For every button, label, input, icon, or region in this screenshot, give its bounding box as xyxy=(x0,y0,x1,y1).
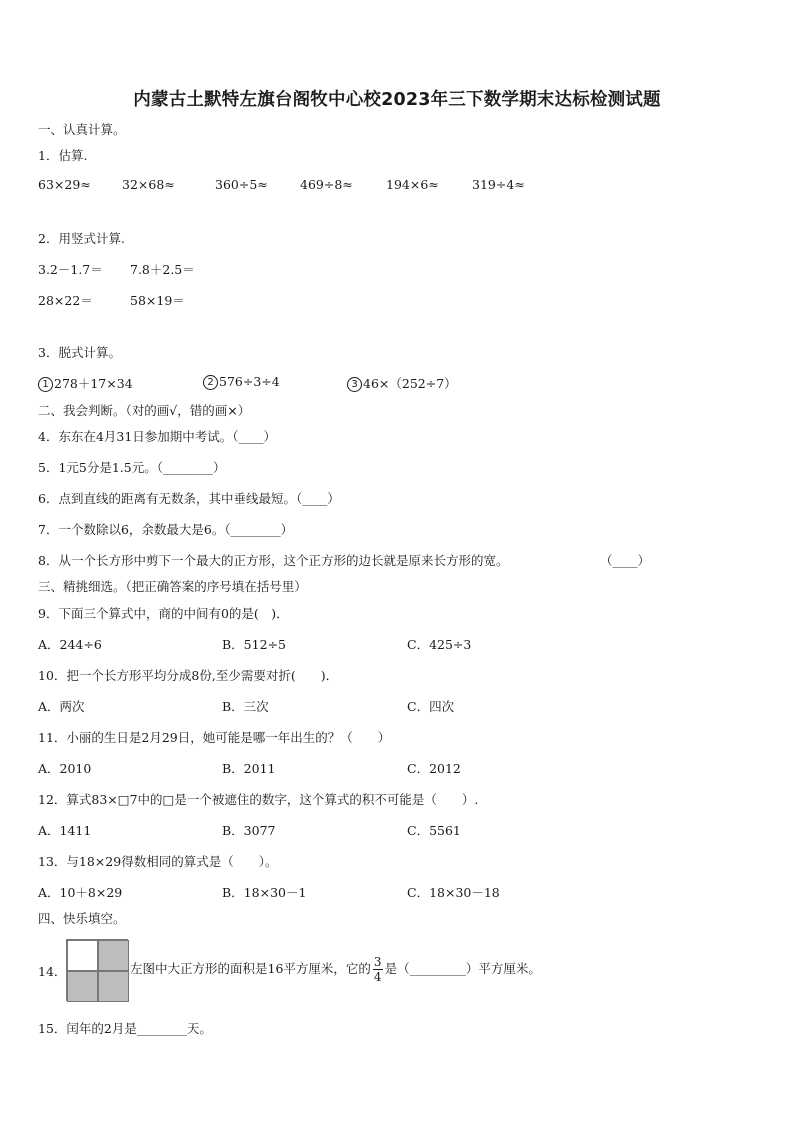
circled-number-3: 3 xyxy=(347,377,362,392)
question-14-text xyxy=(130,955,541,984)
question-2-label: 2．用竖式计算. xyxy=(38,231,125,246)
step-calc-item xyxy=(347,374,457,392)
question-14-label: 14． xyxy=(38,964,67,979)
option-a: A．2010 xyxy=(38,761,92,776)
estimate-item: 469÷8≈ xyxy=(300,177,353,192)
grid-cell-shaded xyxy=(98,971,129,1002)
step-calc-expression: 278＋17×34 xyxy=(54,376,133,391)
grid-cell-shaded xyxy=(98,940,129,971)
square-grid-figure xyxy=(66,939,128,1001)
question-3-label: 3．脱式计算。 xyxy=(38,345,121,360)
option-c: C．18×30－18 xyxy=(407,885,500,900)
vertical-calc-item: 28×22＝ xyxy=(38,293,93,308)
option-c: C．425÷3 xyxy=(407,637,472,652)
step-calc-item xyxy=(38,374,133,392)
option-a: A．10＋8×29 xyxy=(38,885,123,900)
section-2-heading: 二、我会判断。（对的画√，错的画×） xyxy=(38,403,251,418)
question-13: 13．与18×29得数相同的算式是（ ）。 xyxy=(38,854,278,869)
estimate-item: 360÷5≈ xyxy=(215,177,268,192)
option-b: B．2011 xyxy=(222,761,276,776)
option-c: C．5561 xyxy=(407,823,461,838)
section-1-heading: 一、认真计算。 xyxy=(38,122,126,137)
question-12: 12．算式83×□7中的□是一个被遮住的数字，这个算式的积不可能是（ ）. xyxy=(38,792,479,807)
question-7: 7．一个数除以6，余数最大是6。（________） xyxy=(38,522,294,537)
question-10: 10．把一个长方形平均分成8份,至少需要对折( )． xyxy=(38,668,339,683)
option-b: B．18×30－1 xyxy=(222,885,307,900)
estimate-item: 32×68≈ xyxy=(122,177,175,192)
vertical-calc-item: 3.2－1.7＝ xyxy=(38,262,103,277)
section-4-heading: 四、快乐填空。 xyxy=(38,911,126,926)
step-calc-item xyxy=(203,374,280,390)
circled-number-1: 1 xyxy=(38,377,53,392)
question-5: 5．1元5分是1.5元。（________） xyxy=(38,460,226,475)
option-b: B．三次 xyxy=(222,699,269,714)
estimate-item: 319÷4≈ xyxy=(472,177,525,192)
vertical-calc-item: 7.8＋2.5＝ xyxy=(130,262,195,277)
vertical-calc-item: 58×19＝ xyxy=(130,293,185,308)
question-8-blank: （____） xyxy=(600,553,651,568)
question-15: 15．闰年的2月是________天。 xyxy=(38,1021,212,1036)
circled-number-2: 2 xyxy=(203,375,218,390)
option-b: B．512÷5 xyxy=(222,637,286,652)
question-14-text-after: 是（_________）平方厘米。 xyxy=(384,961,541,976)
step-calc-expression: 576÷3÷4 xyxy=(219,374,280,389)
step-calc-expression: 46×（252÷7） xyxy=(363,376,457,391)
option-a: A．1411 xyxy=(38,823,92,838)
question-8: 8．从一个长方形中剪下一个最大的正方形，这个正方形的边长就是原来长方形的宽。 xyxy=(38,553,509,568)
grid-cell-shaded xyxy=(67,971,98,1002)
fraction-numerator: 3 xyxy=(373,955,382,969)
section-3-heading: 三、精挑细选。（把正确答案的序号填在括号里） xyxy=(38,579,307,594)
question-6: 6．点到直线的距离有无数条，其中垂线最短。（____） xyxy=(38,491,340,506)
fraction xyxy=(373,955,383,984)
option-a: A．244÷6 xyxy=(38,637,102,652)
option-c: C．四次 xyxy=(407,699,455,714)
estimate-item: 194×6≈ xyxy=(386,177,439,192)
grid-cell xyxy=(67,940,98,971)
option-a: A．两次 xyxy=(38,699,85,714)
option-c: C．2012 xyxy=(407,761,461,776)
page-title: 内蒙古土默特左旗台阁牧中心校2023年三下数学期末达标检测试题 xyxy=(133,90,661,110)
question-9: 9．下面三个算式中，商的中间有0的是( )． xyxy=(38,606,289,621)
estimate-item: 63×29≈ xyxy=(38,177,91,192)
option-b: B．3077 xyxy=(222,823,276,838)
fraction-denominator: 4 xyxy=(373,970,382,984)
question-14-text-before: 左图中大正方形的面积是16平方厘米，它的 xyxy=(130,961,371,976)
question-11: 11．小丽的生日是2月29日，她可能是哪一年出生的？（ ） xyxy=(38,730,391,745)
question-1-label: 1．估算. xyxy=(38,148,88,163)
question-4: 4．东东在4月31日参加期中考试。（____） xyxy=(38,429,277,444)
